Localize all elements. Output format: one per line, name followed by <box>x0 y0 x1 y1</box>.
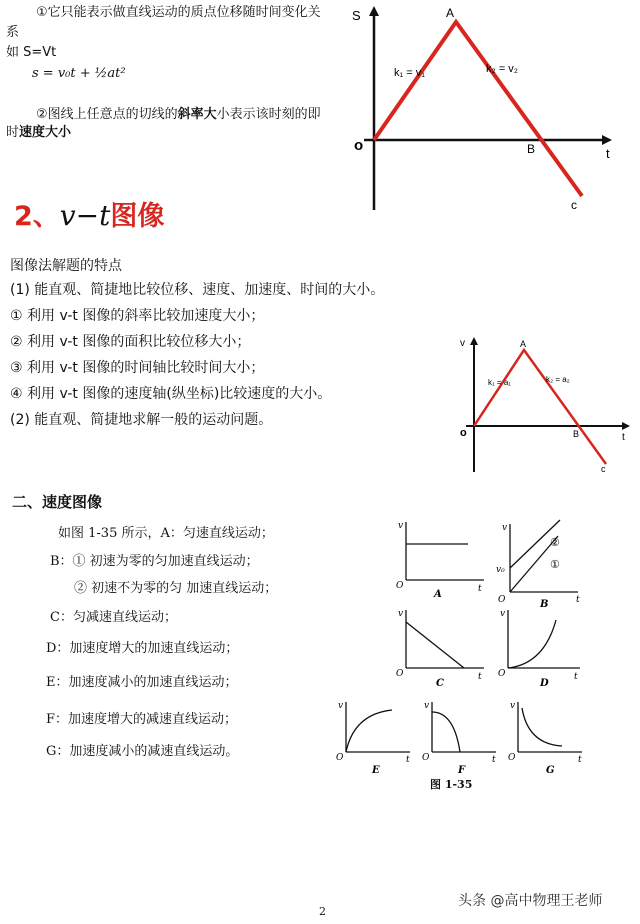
vt-point-b: B <box>573 429 580 439</box>
mini-d-origin: O <box>498 669 506 679</box>
mini-g-v: v <box>510 701 516 711</box>
velocity-item-d: D：加速度增大的加速直线运动； <box>46 641 239 656</box>
mini-e-curve <box>346 710 392 752</box>
mini-b-origin: O <box>498 595 506 605</box>
displacement-formula: s = v₀t + ½at² <box>32 66 126 81</box>
mini-c-origin: O <box>396 669 404 679</box>
velocity-item-c: C：匀减速直线运动； <box>50 610 177 625</box>
method-item-2: ② 利用 v-t 图像的面积比较位移大小； <box>10 334 251 350</box>
mini-e-v: v <box>338 701 344 711</box>
mini-g-t: t <box>578 755 582 765</box>
velocity-item-e: E：加速度减小的加速直线运动； <box>46 675 238 690</box>
note-line-4-bold: 斜率大 <box>177 107 217 122</box>
vt-x-arrow <box>622 422 630 430</box>
note-line-3: 如 S=Vt <box>6 45 57 60</box>
section-2-title <box>14 196 164 237</box>
mini-e-label: E <box>372 765 380 776</box>
watermark: 头条 @高中物理王老师 <box>458 893 603 909</box>
mini-c-t: t <box>478 672 482 682</box>
vt-x-label: t <box>622 432 625 443</box>
mini-graph-a <box>392 518 492 602</box>
st-y-arrow <box>369 6 379 16</box>
method-item-1: ① 利用 v-t 图像的斜率比较加速度大小； <box>10 308 265 324</box>
mini-b-label: B <box>540 599 549 610</box>
velocity-item-b1: B：① 初速为零的匀加速直线运动； <box>50 554 259 569</box>
mini-f-origin: O <box>422 753 430 763</box>
mini-b-v: v <box>502 523 508 533</box>
vt-y-label: v <box>460 338 465 349</box>
st-point-b: B <box>527 142 536 156</box>
mini-f-v: v <box>424 701 430 711</box>
st-origin: o <box>354 137 364 154</box>
method-point-2: (2) 能直观、简捷地求解一般的运动问题。 <box>10 412 273 428</box>
mini-d-label: D <box>540 678 549 689</box>
velocity-section-heading: 二、速度图像 <box>12 493 103 511</box>
st-point-a: A <box>446 6 455 20</box>
method-item-4: ④ 利用 v-t 图像的速度轴(纵坐标)比较速度的大小。 <box>10 386 332 402</box>
method-point-1: (1) 能直观、简捷地比较位移、速度、加速度、时间的大小。 <box>10 282 385 298</box>
section-2-number: 2、 <box>14 201 60 232</box>
mini-b-circle-2: ② <box>550 536 560 549</box>
note-line-1: ①它只能表示做直线运动的质点位移随时间变化关 <box>36 5 321 20</box>
mini-e-t: t <box>406 755 410 765</box>
st-k2-label: k₂ = v₂ <box>486 63 519 75</box>
velocity-item-f: F：加速度增大的减速直线运动； <box>46 712 238 727</box>
mini-graph-f <box>420 698 510 778</box>
vt-point-c: c <box>601 464 606 474</box>
note-line-2: 系 <box>6 25 20 40</box>
mini-f-curve <box>432 712 460 752</box>
st-y-label: S <box>352 8 361 23</box>
vt-k2-label: k₂ = a₂ <box>546 375 570 384</box>
velocity-item-a: 如图 1-35 所示，A：匀速直线运动； <box>58 526 274 541</box>
mini-a-v: v <box>398 521 404 531</box>
page-number: 2 <box>319 905 326 918</box>
vt-point-a: A <box>520 339 527 349</box>
mini-graph-d <box>494 606 594 690</box>
mini-b-v0: v₀ <box>496 565 505 575</box>
mini-b-circle-1: ① <box>550 558 560 571</box>
vt-k1-label: k₁ = a₁ <box>488 378 511 387</box>
st-x-arrow <box>602 135 612 145</box>
mini-f-label: F <box>458 765 466 776</box>
st-graph <box>350 0 640 215</box>
mini-a-t: t <box>478 584 482 594</box>
mini-g-origin: O <box>508 753 516 763</box>
mini-a-origin: O <box>396 581 404 591</box>
mini-c-label: C <box>436 678 444 689</box>
mini-d-t: t <box>574 672 578 682</box>
note-line-5-bold: 速度大小 <box>19 125 72 140</box>
vt-y-arrow <box>470 337 478 345</box>
vt-red-line <box>474 350 606 464</box>
mini-g-curve <box>522 708 562 746</box>
st-x-label: t <box>606 146 610 161</box>
note-line-4 <box>36 106 321 123</box>
mini-graph-e <box>334 698 424 778</box>
mini-d-v: v <box>500 609 506 619</box>
section-2-formula: v−t <box>59 199 111 232</box>
note-line-4-a: ②图线上任意点的切线的 <box>36 107 178 122</box>
st-k1-label: k₁ = v₁ <box>394 67 425 79</box>
section-2-text: 图像 <box>110 201 165 232</box>
mini-c-line <box>406 622 464 668</box>
st-point-c: c <box>571 198 577 212</box>
velocity-item-b2: ② 初速不为零的匀 加速直线运动； <box>74 581 278 596</box>
method-heading: 图像法解题的特点 <box>10 258 122 274</box>
figure-caption: 图 1-35 <box>430 778 473 791</box>
mini-g-label: G <box>546 765 555 776</box>
mini-e-origin: O <box>336 753 344 763</box>
note-line-5 <box>6 124 71 141</box>
mini-graph-g <box>506 698 596 778</box>
mini-graph-c <box>392 606 492 690</box>
mini-b-t: t <box>576 595 580 605</box>
mini-d-curve <box>508 620 556 668</box>
mini-a-label: A <box>434 589 442 600</box>
st-red-line <box>374 22 582 196</box>
mini-c-v: v <box>398 609 404 619</box>
method-item-3: ③ 利用 v-t 图像的时间轴比较时间大小； <box>10 360 265 376</box>
velocity-item-g: G：加速度减小的减速直线运动。 <box>46 744 239 759</box>
note-line-5-a: 时 <box>6 125 20 140</box>
vt-origin: o <box>460 427 467 439</box>
vt-graph <box>454 330 640 475</box>
mini-f-t: t <box>492 755 496 765</box>
note-line-4-c: 小表示该时刻的即 <box>216 107 321 122</box>
